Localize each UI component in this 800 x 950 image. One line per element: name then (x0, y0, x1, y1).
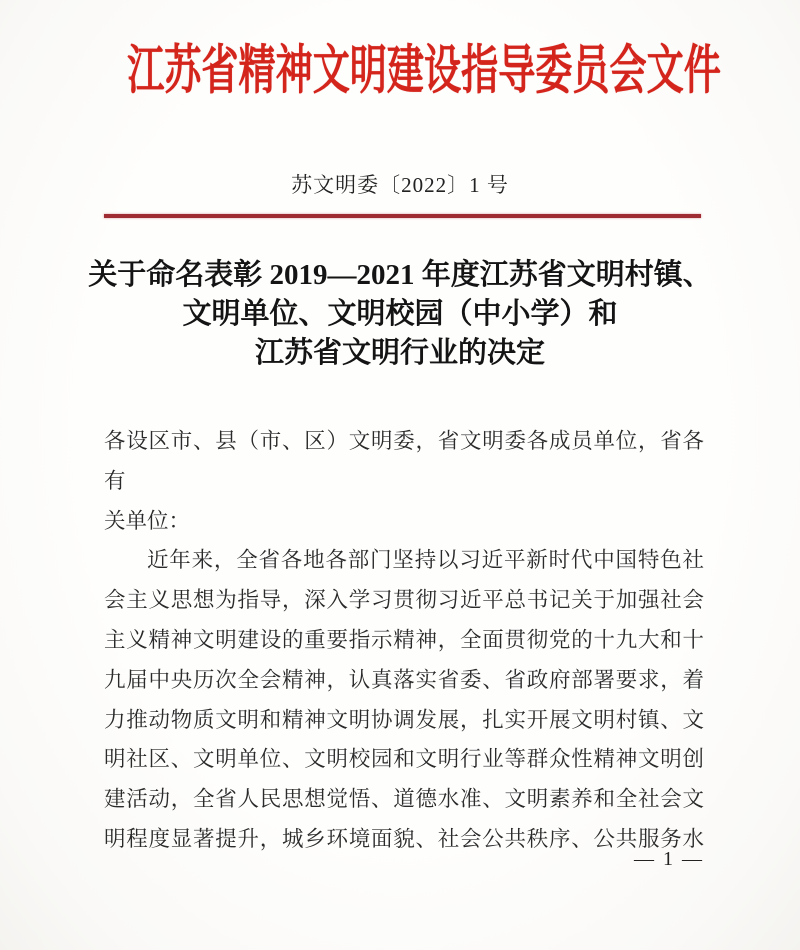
red-divider-rule (104, 214, 701, 218)
document-title-line-1: 关于命名表彰 2019—2021 年度江苏省文明村镇、 (88, 259, 712, 291)
paragraph-line-5: 力推动物质文明和精神文明协调发展，扎实开展文明村镇、文 (104, 707, 704, 732)
salutation-line-2: 关单位： (104, 508, 191, 533)
document-title-line-2: 文明单位、文明校园（中小学）和 (182, 298, 618, 330)
paragraph-line-3: 主义精神文明建设的重要指示精神，全面贯彻党的十九大和十 (104, 627, 704, 652)
paragraph-line-8: 明程度显著提升，城乡环境面貌、社会公共秩序、公共服务水 (104, 826, 704, 851)
red-header-banner (0, 40, 800, 102)
page-number: — 1 — (634, 848, 704, 870)
salutation-line-1: 各设区市、县（市、区）文明委，省文明委各成员单位，省各有 (104, 429, 704, 493)
document-title-line-3: 江苏省文明行业的决定 (254, 337, 545, 369)
paragraph-line-7: 建活动，全省人民思想觉悟、道德水准、文明素养和全社会文 (104, 787, 704, 812)
issuing-authority-title: 江苏省精神文明建设指导委员会文件 (127, 42, 721, 100)
paragraph-line-1: 近年来，全省各地各部门坚持以习近平新时代中国特色社 (147, 548, 704, 573)
paragraph-line-4: 九届中央历次全会精神，认真落实省委、省政府部署要求，着 (104, 667, 704, 692)
document-title (60, 256, 740, 373)
paragraph-line-6: 明社区、文明单位、文明校园和文明行业等群众性精神文明创 (104, 747, 704, 772)
paragraph-line-2: 会主义思想为指导，深入学习贯彻习近平总书记关于加强社会 (104, 588, 704, 613)
document-number: 苏文明委〔2022〕1 号 (291, 173, 509, 197)
document-body (104, 422, 704, 860)
